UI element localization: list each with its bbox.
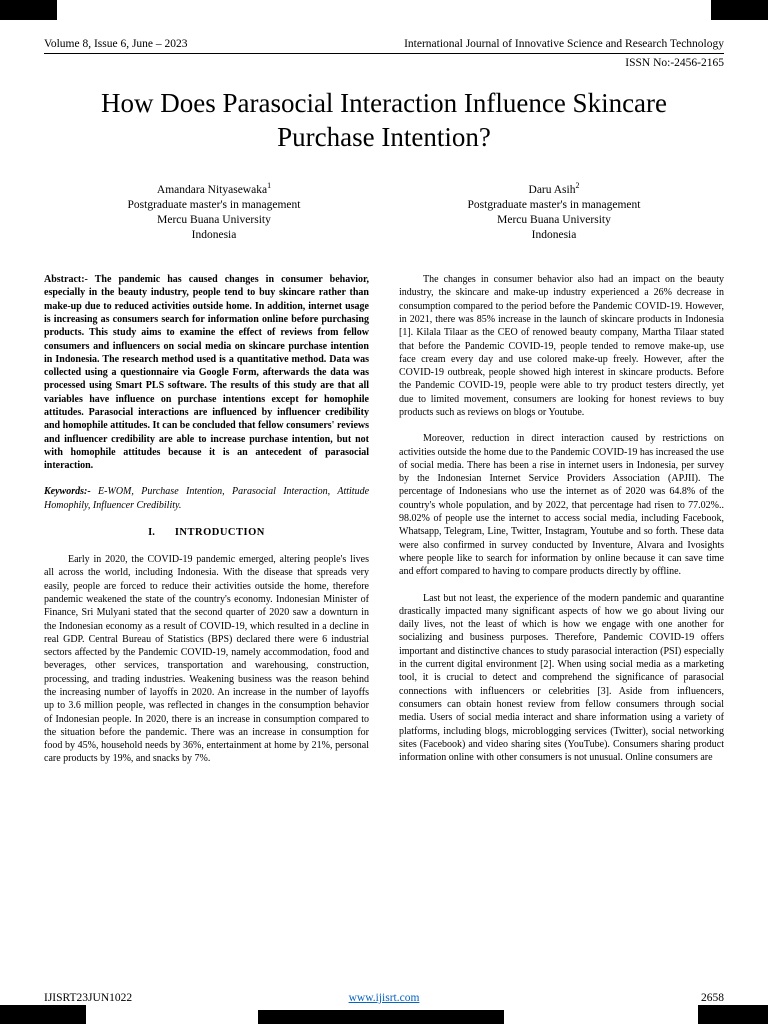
body-paragraph: Moreover, reduction in direct interaction caused by restrictions on activities outside the home due to the Pandemic COVID-19 has increased the use of social media. There has been a rise in internet users in Indonesia, per survey by the Indonesian Internet Service Providers Association (APJII). The percentage of Indonesians who use the internet as of 2020 was 64.8% of the country's whole population, and by 2022, that percentage had risen to 77.02%.. 98.02% of people use the internet to access social media, including Facebook, Whatsapp, Telegram, Line, Twitter, Instagram, Youtube and so forth. These data were also confirmed in survey conducted by Inventure, Alvara and Ivosights where people like to search for information by online because it can save time and effort compared to having to compare products directly by offline. <box>399 433 724 578</box>
author-affiliation-dept: Postgraduate master's in management <box>467 198 641 211</box>
author-superscript: 1 <box>267 180 272 190</box>
abstract-text: The pandemic has caused changes in consumer behavior, especially in the beauty industry, people tend to buy skincare rather than make-up due to reduced activities outside home. In addition, internet usage is increasing as consumers search for information online before purchasing products. This study aims to examine the effect of reviews from fellow consumers and influencers on social media on skincare purchase intention in Indonesia. The research method used is a quantitative method. Data was collected using a questionnaire via Google Form, afterwards the data was processed using Smart PLS software. The results of this study are that all variables have influence on purchase intentions except for homophile attitudes. Parasocial interactions are influenced by influencer credibility and homophile attitudes. It can be concluded that fellow consumers' reviews and influencer credibility are able to increase purchase intention, but not with homophile attitudes because it is an antecedent of parasocial interaction. <box>44 274 369 472</box>
author-name: Daru Asih$^2$ <box>528 180 580 196</box>
left-column <box>44 273 369 973</box>
volume-issue: Volume 8, Issue 6, June – 2023 <box>44 38 188 50</box>
section-numeral: I. <box>148 527 155 539</box>
right-column <box>399 273 724 973</box>
header-divider <box>44 53 724 54</box>
author-2 <box>384 181 724 244</box>
scan-artifact-top-left <box>0 0 57 20</box>
author-superscript: 2 <box>575 180 580 190</box>
page-footer <box>44 992 724 1004</box>
section-title: INTRODUCTION <box>174 527 265 539</box>
abstract <box>44 273 369 472</box>
author-affiliation-country: Indonesia <box>531 228 577 241</box>
journal-name: International Journal of Innovative Science and Research Technology <box>404 38 724 50</box>
page-title: How Does Parasocial Interaction Influence Skincare Purchase Intention? <box>100 88 668 152</box>
authors-block <box>44 181 724 244</box>
body-columns <box>44 273 724 973</box>
keywords <box>44 485 369 512</box>
body-paragraph: The changes in consumer behavior also had an impact on the beauty industry, the skincare and make-up industry experienced a 26% decrease in consumption compared to the period before the Pandemic COVID-19. However, in 2021, there was 85% increase in the launch of skincare products in Indonesia [1]. Kilala Tilaar as the CEO of renowed beauty company, Martha Tilaar stated that before the Pandemic COVID-19, people tended to remove make-up, use face cream every day and use colored make-up freely. However, after the COVID-19 outbreak, people showed high interest in skincare products. Before the Pandemic COVID-19, people were able to try product testers directly, yet due to limited movement, consumers are looking for honest reviews to buy products such as reviews on blogs or Youtube. <box>399 274 724 418</box>
scan-artifact-top-right <box>711 0 768 20</box>
scan-artifact-bottom-center <box>258 1010 504 1024</box>
author-1 <box>44 181 384 244</box>
author-affiliation-dept: Postgraduate master's in management <box>127 198 301 211</box>
footer-page-number: 2658 <box>701 992 724 1004</box>
author-name: Amandara Nityasewaka$^1$ <box>156 180 272 196</box>
author-affiliation-country: Indonesia <box>191 228 237 241</box>
issn: ISSN No:-2456-2165 <box>625 57 724 69</box>
author-affiliation-university: Mercu Buana University <box>497 213 611 226</box>
footer-link[interactable]: www.ijisrt.com <box>348 992 420 1004</box>
footer-paper-id: IJISRT23JUN1022 <box>44 992 133 1004</box>
section-heading-introduction <box>44 526 369 540</box>
keywords-label: Keywords:- <box>44 486 91 498</box>
body-paragraph: Last but not least, the experience of the modern pandemic and quarantine drastically impacted many significant aspects of how we go about living our daily lives, not the least of which is how we engage with one another for socializing and business purposes. Therefore, Pandemic COVID-19 offers important and distinctive chances to study parasocial interaction (PSI) especially in the current digital environment [2]. When using social media as a marketing tool, it is crucial to detect and comprehend the significance of parasocial connections with influencers or celebrities [3]. Aside from influencers, consumers can obtain honest review from fellow consumers through social media. Users of social media interact and share information using a variety of platforms, including blogs, microblogging services (Twitter), social networking sites (Facebook) and video sharing sites (YouTube). Consumers sharing product information online with other consumers is not unusual. Online consumers are <box>399 592 724 764</box>
journal-header <box>44 38 724 50</box>
scan-artifact-bottom-left <box>0 1005 86 1024</box>
keywords-text: E-WOM, Purchase Intention, Parasocial Interaction, Attitude Homophily, Influencer Credibility. <box>44 486 370 511</box>
abstract-label: Abstract:- <box>44 274 88 286</box>
intro-paragraph: Early in 2020, the COVID-19 pandemic emerged, altering people's lives all across the world, including Indonesia. With the disease that spreads very easily, people are forced to reduce their activities outside the home, therefore pandemic weakened the state of the country's economy. Indonesian Minister of Finance, Sri Mulyani stated that the second quarter of 2020 saw a downturn in the Indonesian economy as a result of COVID-19, which resulted in a decline in real GDP. Central Bureau of Statistics (BPS) declared there were 6 industrial sectors affected by the Pandemic COVID-19, namely accommodation, food and beverages, other services, transportation and warehousing, construction, processing, and trading industries. Weakening business was the reason behind the increasing number of layoffs in 2020. An increase in the number of layoffs up to 3.6 million people, was reflected in changes in the consumption behavior of Indonesian people. In 2020, there is an increase in consumption compared to the situation before the pandemic. There was an increase in consumption for food by 45%, household needs by 36%, entertainment at home by 21%, personal care products by 19%, and snacks by 7%. <box>44 554 369 765</box>
author-affiliation-university: Mercu Buana University <box>157 213 271 226</box>
scan-artifact-bottom-right <box>698 1005 768 1024</box>
